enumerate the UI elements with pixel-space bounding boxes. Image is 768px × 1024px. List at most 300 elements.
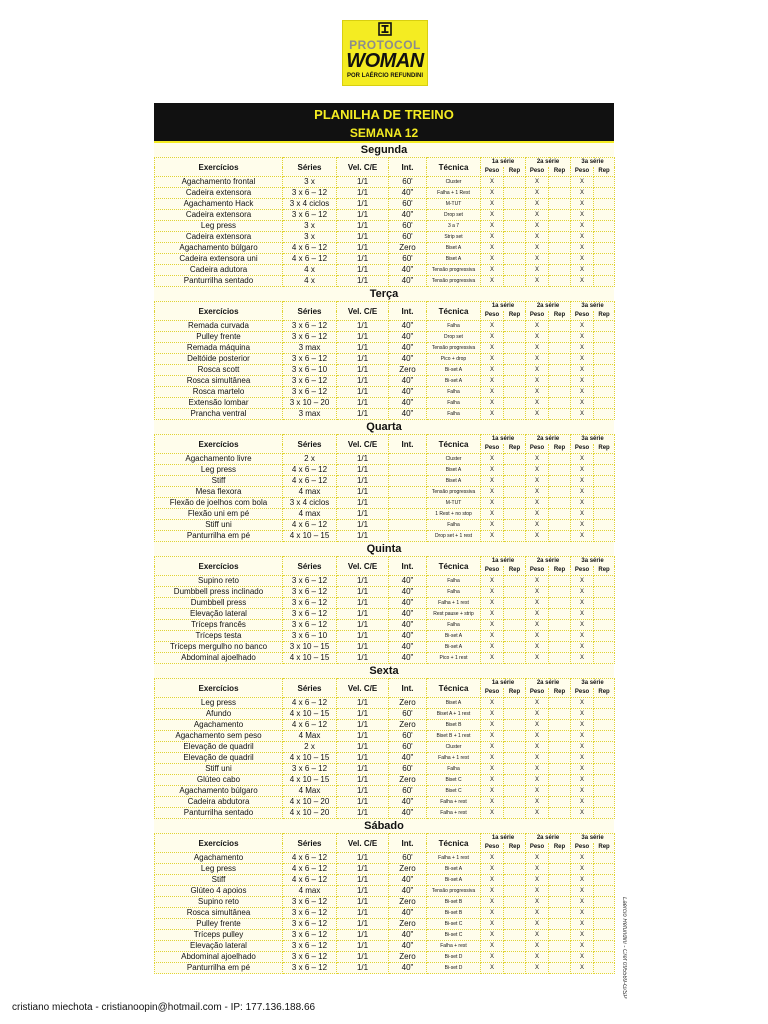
set-peso-mark: X — [571, 199, 594, 210]
header-peso: Peso — [481, 311, 504, 321]
set-peso-mark: X — [481, 864, 504, 875]
header-series: Séries — [283, 435, 337, 454]
set-rep-cell — [504, 952, 526, 963]
set-peso-mark: X — [526, 199, 549, 210]
exercise-row — [155, 919, 615, 930]
exercise-series: 3 x — [283, 232, 337, 243]
exercise-technique: Biset B + 1 rest — [427, 731, 481, 742]
exercise-name: Elevação de quadril — [155, 753, 283, 764]
header-tecnica: Técnica — [427, 679, 481, 698]
exercise-velocity: 1/1 — [337, 576, 389, 587]
exercise-velocity: 1/1 — [337, 764, 389, 775]
exercise-technique: Tensão progressiva — [427, 276, 481, 287]
set-rep-cell — [549, 742, 571, 753]
set-peso-mark: X — [526, 653, 549, 664]
day-title: Sexta — [369, 665, 399, 677]
exercise-velocity: 1/1 — [337, 908, 389, 919]
exercise-technique: Biset A — [427, 465, 481, 476]
sheet-title: PLANILHA DE TREINO — [154, 103, 614, 126]
set-rep-cell — [549, 919, 571, 930]
set-peso-mark: X — [571, 343, 594, 354]
exercise-velocity: 1/1 — [337, 808, 389, 819]
set-peso-mark: X — [481, 409, 504, 420]
sheet-week: SEMANA 12 — [154, 126, 614, 143]
exercise-velocity: 1/1 — [337, 853, 389, 864]
header-rep: Rep — [504, 843, 526, 853]
exercise-row — [155, 930, 615, 941]
exercise-row — [155, 254, 615, 265]
set-rep-cell — [594, 199, 615, 210]
set-rep-cell — [549, 609, 571, 620]
header-set-2: 2a série — [526, 302, 571, 312]
exercise-interval: 40" — [389, 941, 427, 952]
set-peso-mark: X — [481, 587, 504, 598]
exercise-velocity: 1/1 — [337, 886, 389, 897]
set-peso-mark: X — [526, 232, 549, 243]
set-rep-cell — [504, 576, 526, 587]
set-peso-mark: X — [571, 808, 594, 819]
set-peso-mark: X — [481, 786, 504, 797]
set-rep-cell — [549, 631, 571, 642]
exercise-row — [155, 487, 615, 498]
set-rep-cell — [504, 221, 526, 232]
set-rep-cell — [594, 709, 615, 720]
set-rep-cell — [549, 875, 571, 886]
set-rep-cell — [594, 520, 615, 531]
exercise-name: Panturrilha em pé — [155, 963, 283, 974]
header-int: Int. — [389, 679, 427, 698]
set-peso-mark: X — [481, 886, 504, 897]
set-peso-mark: X — [571, 243, 594, 254]
header-peso: Peso — [526, 167, 549, 177]
exercise-technique: Biset A + 1 rest — [427, 709, 481, 720]
set-peso-mark: X — [481, 188, 504, 199]
set-rep-cell — [549, 243, 571, 254]
set-peso-mark: X — [526, 930, 549, 941]
header-vel: Vel. C/E — [337, 435, 389, 454]
exercise-technique: Bi-set A — [427, 631, 481, 642]
header-row — [155, 435, 615, 445]
set-rep-cell — [549, 376, 571, 387]
exercise-row — [155, 210, 615, 221]
exercise-series: 4 x 6 – 12 — [283, 243, 337, 254]
set-rep-cell — [549, 786, 571, 797]
set-rep-cell — [594, 875, 615, 886]
exercise-interval: 40" — [389, 343, 427, 354]
header-set-3: 3a série — [571, 557, 615, 567]
set-rep-cell — [594, 698, 615, 709]
set-peso-mark: X — [526, 354, 549, 365]
set-peso-mark: X — [526, 908, 549, 919]
exercise-interval: Zero — [389, 720, 427, 731]
set-rep-cell — [594, 365, 615, 376]
set-peso-mark: X — [481, 387, 504, 398]
set-peso-mark: X — [571, 321, 594, 332]
exercise-name: Leg press — [155, 221, 283, 232]
exercise-interval: Zero — [389, 243, 427, 254]
set-peso-mark: X — [571, 598, 594, 609]
set-peso-mark: X — [571, 609, 594, 620]
exercise-technique: Falha — [427, 520, 481, 531]
set-rep-cell — [504, 487, 526, 498]
exercise-row — [155, 653, 615, 664]
day-section — [154, 542, 614, 664]
set-peso-mark: X — [526, 587, 549, 598]
exercise-interval: 60' — [389, 221, 427, 232]
exercise-name: Extensão lombar — [155, 398, 283, 409]
exercise-technique: Falha + 1 rest — [427, 598, 481, 609]
exercise-row — [155, 908, 615, 919]
header-set-2: 2a série — [526, 834, 571, 844]
set-rep-cell — [549, 853, 571, 864]
set-peso-mark: X — [526, 332, 549, 343]
set-rep-cell — [594, 321, 615, 332]
set-peso-mark: X — [526, 265, 549, 276]
set-peso-mark: X — [571, 232, 594, 243]
exercise-series: 4 x — [283, 265, 337, 276]
set-rep-cell — [594, 487, 615, 498]
set-rep-cell — [549, 199, 571, 210]
set-peso-mark: X — [526, 709, 549, 720]
exercise-series: 3 max — [283, 409, 337, 420]
header-peso: Peso — [571, 566, 594, 576]
exercise-series: 4 max — [283, 487, 337, 498]
set-peso-mark: X — [571, 465, 594, 476]
header-rep: Rep — [594, 843, 615, 853]
set-rep-cell — [504, 698, 526, 709]
set-peso-mark: X — [481, 221, 504, 232]
set-peso-mark: X — [481, 531, 504, 542]
set-rep-cell — [549, 276, 571, 287]
exercise-velocity: 1/1 — [337, 731, 389, 742]
exercise-series: 3 x 6 – 12 — [283, 188, 337, 199]
set-rep-cell — [594, 764, 615, 775]
exercise-interval: 60' — [389, 786, 427, 797]
exercise-technique: Pico + drop — [427, 354, 481, 365]
exercise-technique: Cluster — [427, 177, 481, 188]
exercise-name: Elevação lateral — [155, 941, 283, 952]
exercise-velocity: 1/1 — [337, 952, 389, 963]
set-peso-mark: X — [571, 797, 594, 808]
exercise-technique: Biset C — [427, 775, 481, 786]
set-rep-cell — [504, 365, 526, 376]
set-rep-cell — [594, 509, 615, 520]
set-rep-cell — [549, 321, 571, 332]
exercise-name: Cadeira adutora — [155, 265, 283, 276]
day-table — [154, 157, 615, 287]
exercise-velocity: 1/1 — [337, 276, 389, 287]
exercise-name: Flexão uni em pé — [155, 509, 283, 520]
header-peso: Peso — [526, 843, 549, 853]
exercise-name: Tríceps francês — [155, 620, 283, 631]
exercise-technique: Falha — [427, 576, 481, 587]
exercise-interval — [389, 531, 427, 542]
header-rep: Rep — [549, 843, 571, 853]
header-series: Séries — [283, 158, 337, 177]
exercise-name: Rosca simultânea — [155, 376, 283, 387]
set-rep-cell — [594, 531, 615, 542]
exercise-interval: 40" — [389, 587, 427, 598]
set-peso-mark: X — [481, 454, 504, 465]
set-peso-mark: X — [571, 531, 594, 542]
set-rep-cell — [504, 387, 526, 398]
exercise-row — [155, 520, 615, 531]
exercise-name: Rosca simultânea — [155, 908, 283, 919]
set-peso-mark: X — [526, 797, 549, 808]
set-peso-mark: X — [481, 631, 504, 642]
exercise-row — [155, 476, 615, 487]
set-rep-cell — [504, 775, 526, 786]
set-peso-mark: X — [526, 919, 549, 930]
exercise-name: Abdominal ajoelhado — [155, 653, 283, 664]
header-set-2: 2a série — [526, 158, 571, 168]
set-peso-mark: X — [481, 365, 504, 376]
header-rep: Rep — [594, 167, 615, 177]
set-peso-mark: X — [526, 409, 549, 420]
exercise-name: Cadeira extensora uni — [155, 254, 283, 265]
exercise-velocity: 1/1 — [337, 465, 389, 476]
header-set-2: 2a série — [526, 435, 571, 445]
day-title: Terça — [369, 288, 399, 300]
set-peso-mark: X — [526, 698, 549, 709]
day-title: Segunda — [360, 144, 408, 156]
header-set-1: 1a série — [481, 302, 526, 312]
set-rep-cell — [549, 332, 571, 343]
exercise-interval: 60' — [389, 199, 427, 210]
exercise-name: Stiff uni — [155, 520, 283, 531]
set-peso-mark: X — [481, 620, 504, 631]
header-exercise: Exercícios — [155, 679, 283, 698]
set-rep-cell — [549, 908, 571, 919]
exercise-technique: Falha — [427, 620, 481, 631]
exercise-series: 3 x 6 – 10 — [283, 631, 337, 642]
set-peso-mark: X — [571, 221, 594, 232]
header-rep: Rep — [504, 688, 526, 698]
exercise-interval: 40" — [389, 276, 427, 287]
set-rep-cell — [594, 908, 615, 919]
set-peso-mark: X — [481, 941, 504, 952]
exercise-velocity: 1/1 — [337, 919, 389, 930]
header-set-3: 3a série — [571, 834, 615, 844]
set-peso-mark: X — [571, 376, 594, 387]
set-rep-cell — [504, 265, 526, 276]
exercise-name: Mesa flexora — [155, 487, 283, 498]
set-peso-mark: X — [526, 243, 549, 254]
exercise-technique: Bi-set D — [427, 963, 481, 974]
exercise-interval: 40" — [389, 908, 427, 919]
header-peso: Peso — [571, 444, 594, 454]
set-rep-cell — [504, 642, 526, 653]
set-peso-mark: X — [571, 709, 594, 720]
set-peso-mark: X — [526, 509, 549, 520]
exercise-name: Elevação lateral — [155, 609, 283, 620]
exercise-velocity: 1/1 — [337, 243, 389, 254]
exercise-velocity: 1/1 — [337, 498, 389, 509]
exercise-name: Agachamento sem peso — [155, 731, 283, 742]
exercise-interval: 40" — [389, 387, 427, 398]
set-peso-mark: X — [571, 587, 594, 598]
set-peso-mark: X — [571, 365, 594, 376]
set-peso-mark: X — [571, 276, 594, 287]
header-row — [155, 557, 615, 567]
set-rep-cell — [594, 232, 615, 243]
header-set-1: 1a série — [481, 435, 526, 445]
exercise-name: Dumbbell press inclinado — [155, 587, 283, 598]
exercise-series: 3 x 6 – 12 — [283, 764, 337, 775]
set-rep-cell — [594, 642, 615, 653]
exercise-row — [155, 454, 615, 465]
exercise-interval: Zero — [389, 952, 427, 963]
exercise-velocity: 1/1 — [337, 321, 389, 332]
exercise-velocity: 1/1 — [337, 398, 389, 409]
set-peso-mark: X — [481, 808, 504, 819]
header-rep: Rep — [594, 311, 615, 321]
set-rep-cell — [549, 177, 571, 188]
set-peso-mark: X — [481, 498, 504, 509]
exercise-series: 4 x 6 – 12 — [283, 853, 337, 864]
exercise-velocity: 1/1 — [337, 476, 389, 487]
exercise-velocity: 1/1 — [337, 587, 389, 598]
set-peso-mark: X — [571, 520, 594, 531]
set-peso-mark: X — [481, 243, 504, 254]
exercise-row — [155, 243, 615, 254]
set-rep-cell — [594, 786, 615, 797]
exercise-velocity: 1/1 — [337, 188, 389, 199]
exercise-row — [155, 576, 615, 587]
exercise-technique: Bi-set D — [427, 952, 481, 963]
set-peso-mark: X — [481, 775, 504, 786]
exercise-row — [155, 952, 615, 963]
exercise-series: 3 x 6 – 12 — [283, 210, 337, 221]
exercise-name: Supino reto — [155, 576, 283, 587]
day-section — [154, 287, 614, 420]
day-title: Quarta — [366, 421, 402, 433]
exercise-technique: Bi-set A — [427, 376, 481, 387]
set-peso-mark: X — [571, 332, 594, 343]
set-peso-mark: X — [526, 343, 549, 354]
header-rep: Rep — [549, 167, 571, 177]
set-rep-cell — [594, 720, 615, 731]
set-peso-mark: X — [526, 853, 549, 864]
set-rep-cell — [549, 941, 571, 952]
exercise-series: 4 x — [283, 276, 337, 287]
set-rep-cell — [549, 764, 571, 775]
set-rep-cell — [594, 731, 615, 742]
set-rep-cell — [504, 853, 526, 864]
set-rep-cell — [549, 265, 571, 276]
exercise-row — [155, 764, 615, 775]
set-rep-cell — [549, 698, 571, 709]
set-rep-cell — [504, 631, 526, 642]
set-rep-cell — [549, 531, 571, 542]
set-rep-cell — [594, 409, 615, 420]
exercise-interval — [389, 454, 427, 465]
training-sheet — [154, 103, 614, 974]
exercise-row — [155, 509, 615, 520]
set-peso-mark: X — [571, 941, 594, 952]
exercise-technique: Bi-set B — [427, 908, 481, 919]
set-rep-cell — [549, 398, 571, 409]
exercise-name: Cadeira extensora — [155, 210, 283, 221]
exercise-name: Agachamento frontal — [155, 177, 283, 188]
exercise-interval: 60' — [389, 177, 427, 188]
exercise-series: 3 x 10 – 15 — [283, 642, 337, 653]
header-peso: Peso — [526, 444, 549, 454]
exercise-row — [155, 786, 615, 797]
exercise-name: Abdominal ajoelhado — [155, 952, 283, 963]
exercise-row — [155, 498, 615, 509]
exercise-interval — [389, 498, 427, 509]
set-rep-cell — [504, 609, 526, 620]
exercise-interval: Zero — [389, 919, 427, 930]
exercise-interval: 40" — [389, 576, 427, 587]
set-peso-mark: X — [571, 698, 594, 709]
side-credit-text: Laércio Refundini - Cref 095569-G/SP — [621, 897, 627, 999]
exercise-series: 3 x 6 – 12 — [283, 576, 337, 587]
set-peso-mark: X — [526, 498, 549, 509]
set-rep-cell — [504, 188, 526, 199]
header-rep: Rep — [594, 566, 615, 576]
header-vel: Vel. C/E — [337, 158, 389, 177]
exercise-series: 4 x 6 – 12 — [283, 720, 337, 731]
header-tecnica: Técnica — [427, 557, 481, 576]
exercise-series: 3 x 6 – 12 — [283, 620, 337, 631]
set-peso-mark: X — [571, 764, 594, 775]
set-peso-mark: X — [526, 897, 549, 908]
set-rep-cell — [594, 941, 615, 952]
day-table — [154, 434, 615, 542]
set-rep-cell — [549, 465, 571, 476]
set-peso-mark: X — [481, 376, 504, 387]
exercise-row — [155, 620, 615, 631]
exercise-interval: 40" — [389, 332, 427, 343]
exercise-row — [155, 265, 615, 276]
exercise-name: Tríceps testa — [155, 631, 283, 642]
header-rep: Rep — [504, 167, 526, 177]
exercise-series: 4 max — [283, 886, 337, 897]
exercise-technique: Falha — [427, 587, 481, 598]
exercise-technique: Tensão progressiva — [427, 343, 481, 354]
exercise-technique: Falha + rest — [427, 941, 481, 952]
exercise-name: Panturrilha em pé — [155, 531, 283, 542]
set-peso-mark: X — [571, 642, 594, 653]
day-section — [154, 420, 614, 542]
exercise-technique: Tensão progressiva — [427, 265, 481, 276]
set-rep-cell — [594, 952, 615, 963]
set-rep-cell — [594, 498, 615, 509]
set-rep-cell — [594, 177, 615, 188]
exercise-interval: Zero — [389, 864, 427, 875]
exercise-name: Tríceps pulley — [155, 930, 283, 941]
exercise-technique: Bi-set B — [427, 897, 481, 908]
set-rep-cell — [549, 387, 571, 398]
set-peso-mark: X — [526, 875, 549, 886]
exercise-velocity: 1/1 — [337, 520, 389, 531]
exercise-series: 3 x 4 ciclos — [283, 498, 337, 509]
exercise-name: Elevação de quadril — [155, 742, 283, 753]
set-rep-cell — [549, 354, 571, 365]
exercise-series: 4 x 10 – 20 — [283, 797, 337, 808]
set-rep-cell — [549, 576, 571, 587]
exercise-name: Stiff — [155, 875, 283, 886]
exercise-series: 3 x 6 – 12 — [283, 376, 337, 387]
header-vel: Vel. C/E — [337, 679, 389, 698]
logo-monogram-icon — [378, 22, 392, 36]
set-peso-mark: X — [571, 775, 594, 786]
header-rep: Rep — [549, 311, 571, 321]
exercise-row — [155, 199, 615, 210]
set-rep-cell — [504, 919, 526, 930]
